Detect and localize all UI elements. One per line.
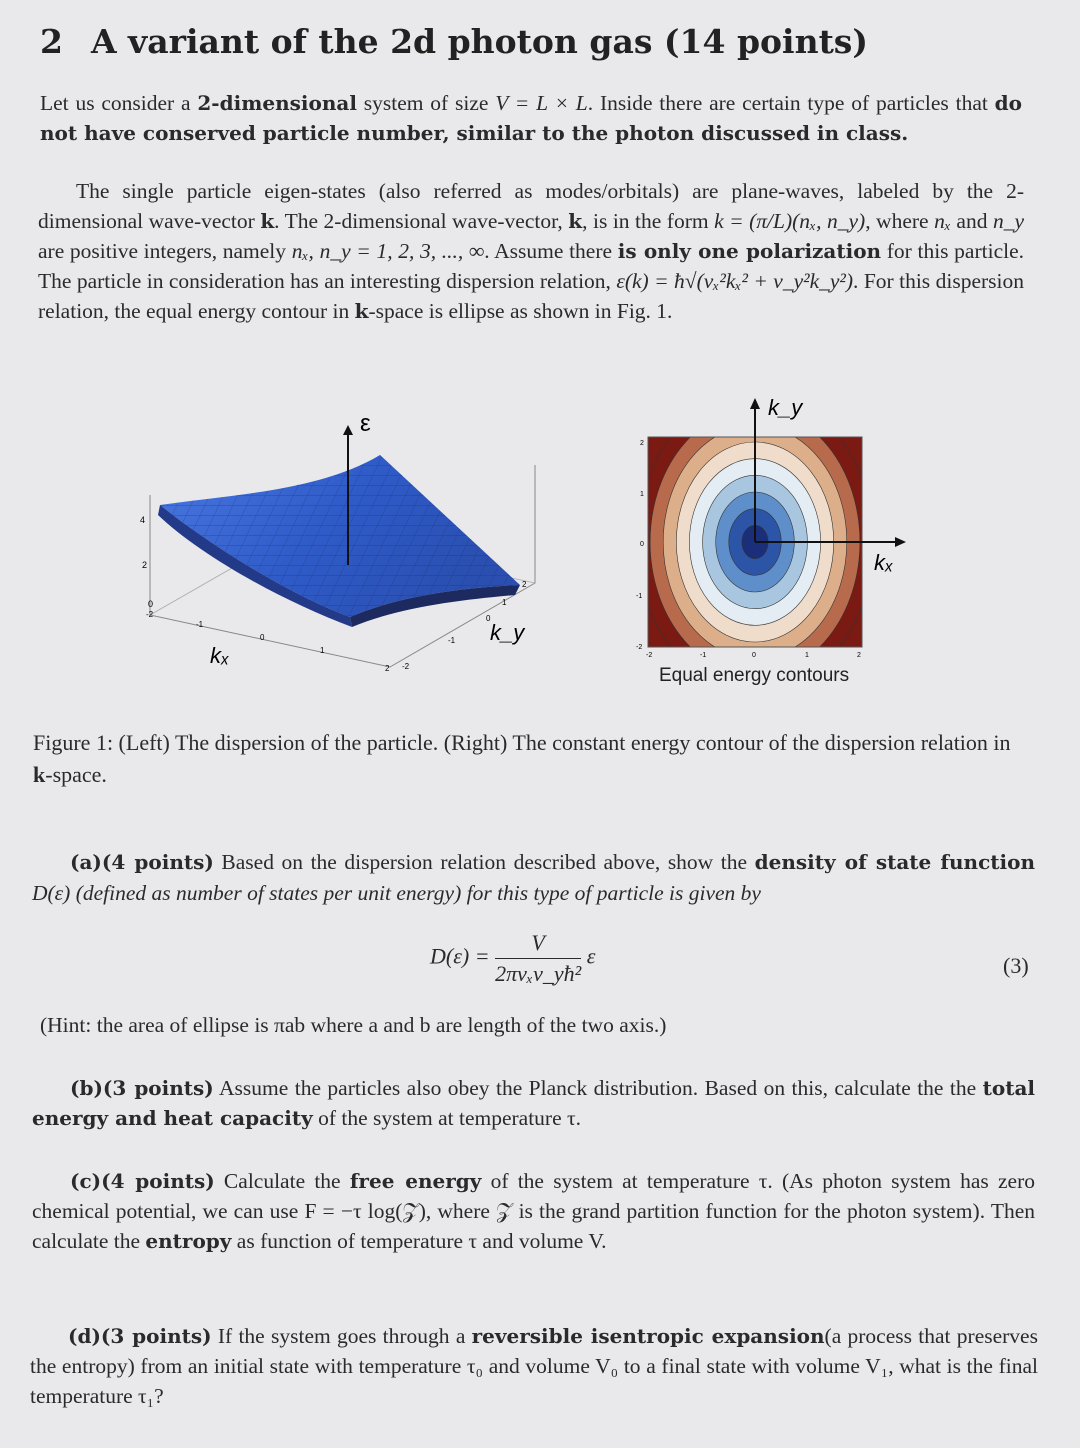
bold-run: k <box>354 299 369 323</box>
bold-run: k <box>260 209 275 233</box>
section-title-text: A variant of the 2d photon gas (14 points) <box>90 22 868 61</box>
text-run: . Inside there are certain type of particles that <box>587 91 995 115</box>
y-tick: -2 <box>402 662 410 671</box>
intro-paragraph-1 <box>40 88 1022 148</box>
bold-run: do not have conserved particle number, similar to the photon discussed in class. <box>40 91 1022 145</box>
bold-run: k <box>568 209 583 233</box>
text-run: -space is ellipse as shown in Fig. 1. <box>368 299 673 323</box>
math-run: V = L × L <box>495 91 588 115</box>
part-a-hint: (Hint: the area of ellipse is πab where a and b are length of the two axis.) <box>40 1013 667 1037</box>
math-run: k = (π/L)(nₓ, n_y) <box>714 209 866 233</box>
part-a-label: (a)(4 points) <box>70 850 214 874</box>
math-run: ε(k) = ħ√(vₓ²kₓ² + v_y²k_y²) <box>616 269 854 293</box>
dos-equation <box>430 930 595 987</box>
y-tick: 2 <box>522 580 527 589</box>
bold-run: free energy <box>349 1169 482 1193</box>
part-a <box>32 847 1035 909</box>
x-tick: -2 <box>146 610 154 619</box>
text-run: Assume the particles also obey the Planck distribution. Based on this, calculate the the <box>213 1076 983 1100</box>
text-run: , where <box>865 209 935 233</box>
x-tick: 1 <box>805 652 809 659</box>
text-run: and <box>950 209 993 233</box>
z-tick: 2 <box>142 560 148 570</box>
text-run: , is in the form <box>582 209 715 233</box>
ky-axis-arrow <box>750 398 760 409</box>
text-run: -space. <box>45 762 107 787</box>
bold-run: density of state function <box>754 850 1035 874</box>
y-tick: -1 <box>636 593 643 600</box>
x-tick: 2 <box>385 664 390 673</box>
x-tick: 1 <box>320 646 325 655</box>
kx-axis-label: kₓ <box>210 643 230 668</box>
z-tick: 4 <box>140 515 146 525</box>
y-tick: 1 <box>640 491 644 498</box>
epsilon-axis-arrow <box>343 425 353 435</box>
part-c <box>32 1166 1035 1256</box>
bold-run: entropy <box>145 1229 232 1253</box>
kx-axis-arrow <box>895 537 906 547</box>
math-run: nₓ <box>934 209 951 233</box>
dispersion-surface-plot <box>130 395 560 685</box>
text-run: Based on the dispersion relation described above, show the <box>213 850 755 874</box>
contour-caption: Equal energy contours <box>659 665 850 686</box>
x-tick: -2 <box>646 652 653 659</box>
text-run: for this particle. The particle in consideration has an interesting dispersion relation, <box>38 239 1025 293</box>
equation-tail: ε <box>586 943 596 969</box>
section-title <box>40 22 868 61</box>
x-tick: 2 <box>857 652 861 659</box>
text-run: (a process that preserves the entropy) from an initial state with temperature τ₀ and volume V₀ to a final state with volume V₁, what is the final temperature τ₁? <box>30 1324 1038 1408</box>
z-tick: 0 <box>148 599 154 609</box>
equation-numerator: V <box>495 930 581 959</box>
math-run: n_y <box>992 209 1024 233</box>
equation-number: (3) <box>1003 953 1029 978</box>
part-c-label: (c)(4 points) <box>70 1169 215 1193</box>
text-run: as function of temperature τ and volume V. <box>231 1229 607 1253</box>
bold-run: is only one polarization <box>617 239 882 263</box>
math-run: nₓ, n_y = 1, 2, 3, ..., ∞ <box>291 239 485 263</box>
text-run: are positive integers, namely <box>38 239 292 263</box>
text-run: system of size <box>356 91 496 115</box>
y-tick: -1 <box>448 636 456 645</box>
x-tick: -1 <box>196 620 204 629</box>
text-run: The single particle eigen-states (also referred as modes/orbitals) are plane-waves, labeled by the 2-dimensional wave-vector <box>38 179 1024 233</box>
x-tick: 0 <box>752 652 756 659</box>
text-run: Let us consider a <box>40 91 198 115</box>
x-tick: -1 <box>700 652 707 659</box>
text-run: If the system goes through a <box>211 1324 472 1348</box>
part-b-label: (b)(3 points) <box>70 1076 214 1100</box>
bold-run: 2-dimensional <box>197 91 357 115</box>
text-run: D(ε) (defined as number of states per unit energy) for this type of particle is given by <box>32 881 761 905</box>
y-tick: 0 <box>486 614 491 623</box>
y-tick: -2 <box>636 644 643 651</box>
x-tick: 0 <box>260 633 265 642</box>
figure-caption <box>33 727 1033 791</box>
bold-run: reversible isentropic expansion <box>471 1324 825 1348</box>
part-d-label: (d)(3 points) <box>68 1324 212 1348</box>
part-d <box>30 1321 1038 1411</box>
y-tick: 0 <box>640 541 644 548</box>
part-b <box>32 1073 1035 1133</box>
intro-paragraph-2 <box>38 176 1024 326</box>
text-run: . For this dispersion relation, the equal energy contour in <box>38 269 1024 323</box>
section-number: 2 <box>40 22 63 61</box>
text-run: of the system at temperature τ. <box>312 1106 582 1130</box>
text-run: . The 2-dimensional wave-vector, <box>274 209 569 233</box>
equation-denominator: 2πvₓv_yħ² <box>495 961 582 986</box>
text-run: Calculate the <box>214 1169 350 1193</box>
bold-run: total energy and heat capacity <box>32 1076 1035 1130</box>
ky-axis-label: k_y <box>490 620 525 645</box>
text-run: . Assume there <box>484 239 618 263</box>
equation-lhs: D(ε) = <box>430 943 490 969</box>
text-run: of the system at temperature τ. (As photon system has zero chemical potential, we can use F = −τ log(𝒵), where 𝒵 is the grand partition function for the photon system). Then calculate the <box>32 1169 1036 1253</box>
epsilon-axis-label: ε <box>360 410 371 437</box>
contour-plot <box>630 385 930 695</box>
bold-run: k <box>33 762 46 787</box>
equation-fraction <box>495 930 581 987</box>
kx-axis-label: kₓ <box>874 550 894 575</box>
text-run: Figure 1: (Left) The dispersion of the particle. (Right) The constant energy contour of the dispersion relation in <box>33 730 1011 755</box>
y-tick: 2 <box>640 440 644 447</box>
ky-axis-label: k_y <box>768 395 803 420</box>
y-tick: 1 <box>502 598 507 607</box>
